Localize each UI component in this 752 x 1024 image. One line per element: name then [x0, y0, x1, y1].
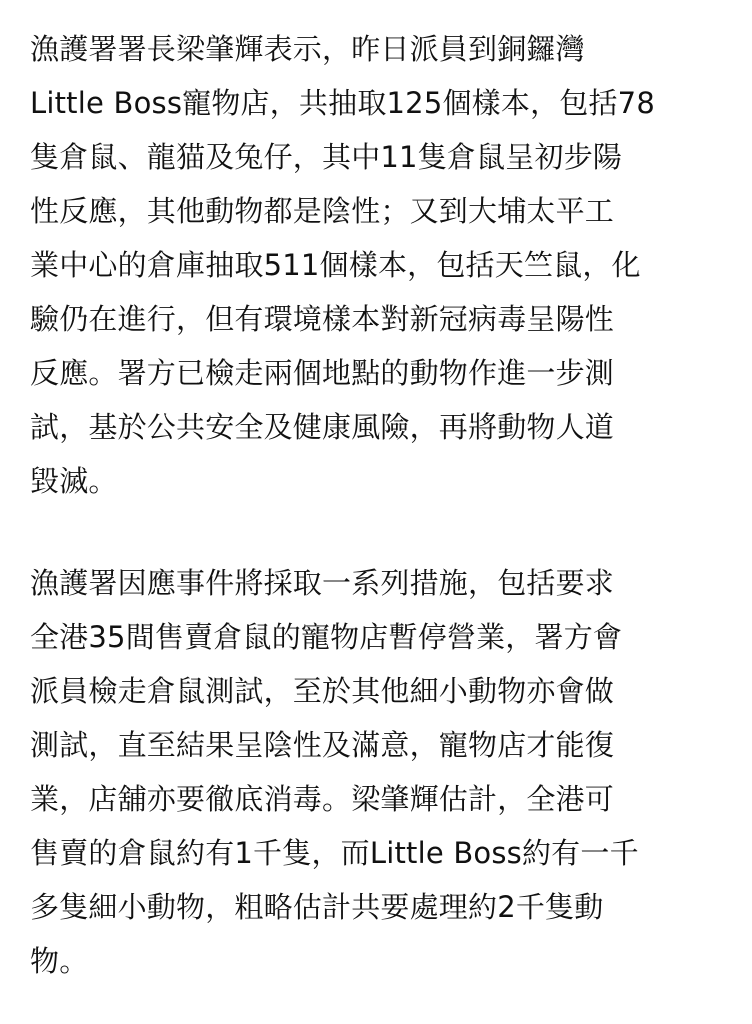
text-line: 毀滅。 — [30, 464, 118, 498]
text-line: 業中心的倉庫抽取511個樣本，包括天竺鼠，化 — [30, 248, 641, 282]
text-line: 試，基於公共安全及健康風險，再將動物人道 — [30, 410, 615, 444]
text-line: 漁護署署長梁肇輝表示，昨日派員到銅鑼灣 — [30, 32, 585, 66]
text-line: 物。 — [30, 944, 89, 978]
text-line: 隻倉鼠、龍猫及兔仔，其中11隻倉鼠呈初步陽 — [30, 140, 623, 174]
text-line: 派員檢走倉鼠測試，至於其他細小動物亦會做 — [30, 674, 615, 708]
text-line: 反應。署方已檢走兩個地點的動物作進一步測 — [30, 356, 615, 390]
paragraph-2 — [30, 556, 639, 988]
text-line: 全港35間售賣倉鼠的寵物店暫停營業，署方會 — [30, 620, 623, 654]
text-line: 多隻細小動物，粗略估計共要處理約2千隻動 — [30, 890, 604, 924]
text-line: 性反應，其他動物都是陰性；又到大埔太平工 — [30, 194, 615, 228]
paragraph-1 — [30, 22, 655, 508]
text-line: 測試，直至結果呈陰性及滿意，寵物店才能復 — [30, 728, 615, 762]
text-line: 驗仍在進行，但有環境樣本對新冠病毒呈陽性 — [30, 302, 615, 336]
text-line: 售賣的倉鼠約有1千隻，而Little Boss約有一千 — [30, 836, 639, 870]
text-line: 漁護署因應事件將採取一系列措施，包括要求 — [30, 566, 615, 600]
text-line: 業，店舖亦要徹底消毒。梁肇輝估計，全港可 — [30, 782, 615, 816]
text-line: Little Boss寵物店，共抽取125個樣本，包括78 — [30, 86, 655, 120]
